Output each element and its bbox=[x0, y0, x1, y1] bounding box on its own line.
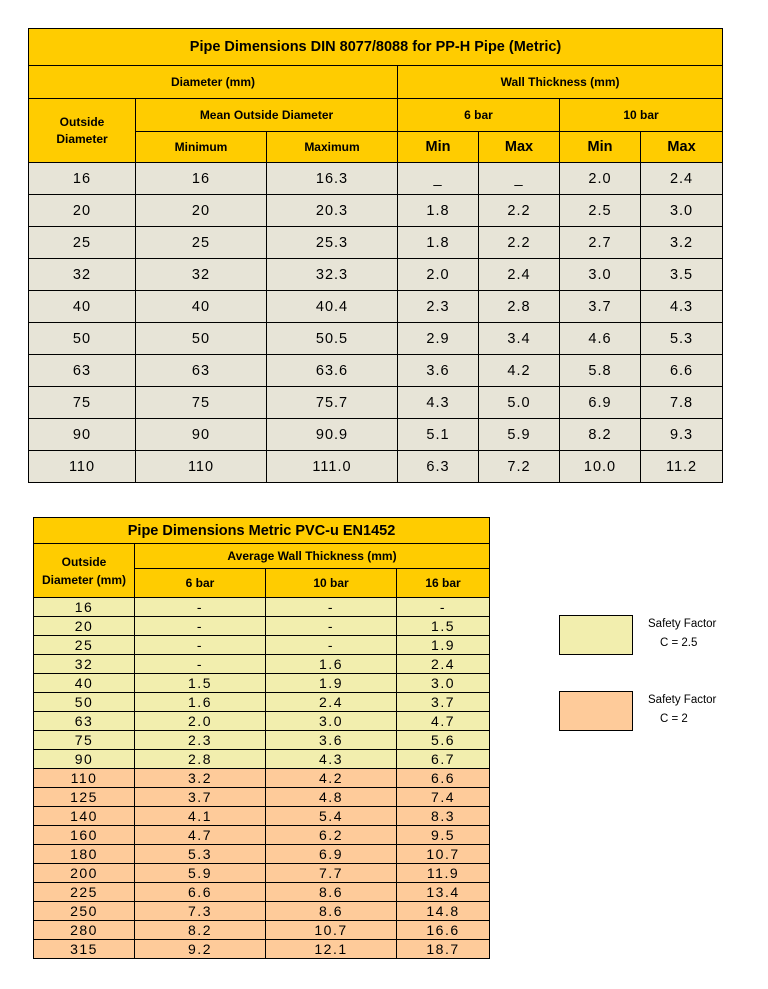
cell-outside-diameter: 20 bbox=[29, 195, 136, 227]
table-row bbox=[29, 163, 723, 195]
table1-10bar-min-header: Min bbox=[560, 132, 641, 163]
table-row bbox=[34, 598, 490, 617]
table1-10bar-header: 10 bar bbox=[560, 99, 723, 132]
cell-6bar-min: 2.0 bbox=[398, 259, 479, 291]
cell-10bar-max: 4.3 bbox=[641, 291, 723, 323]
table-row bbox=[34, 807, 490, 826]
table2-od-header-line1: Outside bbox=[61, 554, 107, 569]
table2-od-header-line2: Diameter (mm) bbox=[41, 572, 127, 587]
cell-6bar: 1.6 bbox=[135, 693, 266, 712]
cell-6bar: 9.2 bbox=[135, 940, 266, 959]
cell-16bar: 3.0 bbox=[397, 674, 490, 693]
cell-10bar-min: 10.0 bbox=[560, 451, 641, 483]
cell-16bar: 6.6 bbox=[397, 769, 490, 788]
cell-outside-diameter: 125 bbox=[34, 788, 135, 807]
cell-10bar: 2.4 bbox=[266, 693, 397, 712]
cell-6bar-min: 2.9 bbox=[398, 323, 479, 355]
table-row bbox=[34, 693, 490, 712]
cell-16bar: 1.5 bbox=[397, 617, 490, 636]
table-row bbox=[34, 883, 490, 902]
cell-6bar: 4.7 bbox=[135, 826, 266, 845]
cell-10bar: 3.6 bbox=[266, 731, 397, 750]
cell-outside-diameter: 40 bbox=[29, 291, 136, 323]
cell-mean-od-min: 40 bbox=[136, 291, 267, 323]
cell-10bar-min: 2.5 bbox=[560, 195, 641, 227]
table2-10bar-header: 10 bar bbox=[266, 569, 397, 598]
legend-swatch-safety-2-5 bbox=[559, 615, 633, 655]
cell-6bar: 5.9 bbox=[135, 864, 266, 883]
cell-mean-od-min: 50 bbox=[136, 323, 267, 355]
cell-10bar-max: 7.8 bbox=[641, 387, 723, 419]
legend-safety-2-5-line2: C = 2.5 bbox=[660, 637, 698, 649]
cell-mean-od-max: 63.6 bbox=[267, 355, 398, 387]
cell-16bar: 16.6 bbox=[397, 921, 490, 940]
cell-6bar: - bbox=[135, 617, 266, 636]
cell-10bar: 12.1 bbox=[266, 940, 397, 959]
table2-body bbox=[34, 598, 490, 959]
cell-6bar: 2.8 bbox=[135, 750, 266, 769]
cell-6bar-max: 2.8 bbox=[479, 291, 560, 323]
table1-6bar-min-header: Min bbox=[398, 132, 479, 163]
cell-6bar: 3.7 bbox=[135, 788, 266, 807]
cell-16bar: 14.8 bbox=[397, 902, 490, 921]
table1-title: Pipe Dimensions DIN 8077/8088 for PP-H Pipe (Metric) bbox=[29, 29, 723, 66]
cell-16bar: 9.5 bbox=[397, 826, 490, 845]
cell-outside-diameter: 20 bbox=[34, 617, 135, 636]
cell-6bar: 5.3 bbox=[135, 845, 266, 864]
table-row bbox=[34, 826, 490, 845]
cell-10bar: 7.7 bbox=[266, 864, 397, 883]
cell-16bar: 18.7 bbox=[397, 940, 490, 959]
cell-10bar: 8.6 bbox=[266, 883, 397, 902]
legend-swatch-safety-2 bbox=[559, 691, 633, 731]
table-row bbox=[29, 419, 723, 451]
cell-outside-diameter: 280 bbox=[34, 921, 135, 940]
table-row bbox=[29, 323, 723, 355]
cell-10bar-min: 6.9 bbox=[560, 387, 641, 419]
cell-mean-od-max: 32.3 bbox=[267, 259, 398, 291]
cell-10bar: 1.9 bbox=[266, 674, 397, 693]
cell-6bar: 1.5 bbox=[135, 674, 266, 693]
cell-outside-diameter: 50 bbox=[29, 323, 136, 355]
cell-10bar-max: 3.0 bbox=[641, 195, 723, 227]
cell-outside-diameter: 16 bbox=[29, 163, 136, 195]
cell-10bar-min: 3.7 bbox=[560, 291, 641, 323]
cell-6bar-max: 5.0 bbox=[479, 387, 560, 419]
cell-6bar-max: 3.4 bbox=[479, 323, 560, 355]
cell-6bar: - bbox=[135, 598, 266, 617]
cell-outside-diameter: 25 bbox=[29, 227, 136, 259]
cell-outside-diameter: 200 bbox=[34, 864, 135, 883]
cell-16bar: - bbox=[397, 598, 490, 617]
table2-6bar-header: 6 bar bbox=[135, 569, 266, 598]
table-row bbox=[29, 259, 723, 291]
cell-16bar: 7.4 bbox=[397, 788, 490, 807]
table-row bbox=[34, 864, 490, 883]
table-row bbox=[34, 845, 490, 864]
cell-10bar: - bbox=[266, 636, 397, 655]
cell-10bar: 3.0 bbox=[266, 712, 397, 731]
cell-outside-diameter: 315 bbox=[34, 940, 135, 959]
table1-diameter-group-header: Diameter (mm) bbox=[29, 66, 398, 99]
cell-16bar: 6.7 bbox=[397, 750, 490, 769]
cell-6bar-max: 7.2 bbox=[479, 451, 560, 483]
cell-6bar-min: _ bbox=[398, 163, 479, 195]
cell-16bar: 2.4 bbox=[397, 655, 490, 674]
cell-10bar: - bbox=[266, 598, 397, 617]
cell-mean-od-min: 110 bbox=[136, 451, 267, 483]
cell-6bar: - bbox=[135, 655, 266, 674]
cell-10bar-min: 2.0 bbox=[560, 163, 641, 195]
cell-mean-od-max: 90.9 bbox=[267, 419, 398, 451]
cell-outside-diameter: 16 bbox=[34, 598, 135, 617]
cell-10bar: 1.6 bbox=[266, 655, 397, 674]
cell-10bar-min: 8.2 bbox=[560, 419, 641, 451]
cell-10bar-max: 5.3 bbox=[641, 323, 723, 355]
cell-outside-diameter: 32 bbox=[34, 655, 135, 674]
cell-10bar-min: 3.0 bbox=[560, 259, 641, 291]
table-row bbox=[34, 921, 490, 940]
cell-6bar-max: 4.2 bbox=[479, 355, 560, 387]
cell-outside-diameter: 75 bbox=[29, 387, 136, 419]
cell-10bar: 4.2 bbox=[266, 769, 397, 788]
cell-mean-od-max: 111.0 bbox=[267, 451, 398, 483]
legend-safety-2-line2: C = 2 bbox=[660, 713, 688, 725]
table1-od-header-line1: Outside bbox=[59, 114, 105, 129]
cell-16bar: 3.7 bbox=[397, 693, 490, 712]
cell-mean-od-min: 63 bbox=[136, 355, 267, 387]
cell-outside-diameter: 180 bbox=[34, 845, 135, 864]
cell-6bar: 6.6 bbox=[135, 883, 266, 902]
cell-mean-od-max: 75.7 bbox=[267, 387, 398, 419]
table2-avg-wall-header: Average Wall Thickness (mm) bbox=[135, 544, 490, 569]
table-row bbox=[34, 750, 490, 769]
cell-10bar: 5.4 bbox=[266, 807, 397, 826]
cell-10bar-min: 4.6 bbox=[560, 323, 641, 355]
cell-16bar: 11.9 bbox=[397, 864, 490, 883]
cell-mean-od-min: 25 bbox=[136, 227, 267, 259]
cell-mean-od-min: 75 bbox=[136, 387, 267, 419]
cell-6bar-max: 5.9 bbox=[479, 419, 560, 451]
cell-outside-diameter: 225 bbox=[34, 883, 135, 902]
cell-6bar-max: _ bbox=[479, 163, 560, 195]
cell-outside-diameter: 40 bbox=[34, 674, 135, 693]
table1-6bar-header: 6 bar bbox=[398, 99, 560, 132]
cell-10bar: - bbox=[266, 617, 397, 636]
cell-10bar-max: 6.6 bbox=[641, 355, 723, 387]
cell-mean-od-max: 20.3 bbox=[267, 195, 398, 227]
table-row bbox=[34, 940, 490, 959]
cell-mean-od-max: 40.4 bbox=[267, 291, 398, 323]
cell-6bar: 2.0 bbox=[135, 712, 266, 731]
table1-minimum-header: Minimum bbox=[136, 132, 267, 163]
cell-6bar-max: 2.2 bbox=[479, 195, 560, 227]
cell-16bar: 13.4 bbox=[397, 883, 490, 902]
cell-mean-od-max: 50.5 bbox=[267, 323, 398, 355]
table-row bbox=[34, 655, 490, 674]
cell-outside-diameter: 160 bbox=[34, 826, 135, 845]
legend-label-safety-2-5 bbox=[648, 615, 738, 653]
cell-10bar-min: 2.7 bbox=[560, 227, 641, 259]
cell-16bar: 1.9 bbox=[397, 636, 490, 655]
cell-10bar: 6.9 bbox=[266, 845, 397, 864]
cell-mean-od-max: 16.3 bbox=[267, 163, 398, 195]
cell-6bar-min: 5.1 bbox=[398, 419, 479, 451]
cell-10bar-min: 5.8 bbox=[560, 355, 641, 387]
table1-10bar-max-header: Max bbox=[641, 132, 723, 163]
cell-6bar-max: 2.2 bbox=[479, 227, 560, 259]
cell-10bar: 6.2 bbox=[266, 826, 397, 845]
table1-od-header-line2: Diameter bbox=[56, 131, 108, 146]
cell-outside-diameter: 63 bbox=[29, 355, 136, 387]
table-row bbox=[34, 674, 490, 693]
cell-outside-diameter: 25 bbox=[34, 636, 135, 655]
cell-outside-diameter: 110 bbox=[29, 451, 136, 483]
cell-outside-diameter: 110 bbox=[34, 769, 135, 788]
table-row bbox=[34, 769, 490, 788]
cell-6bar-min: 1.8 bbox=[398, 227, 479, 259]
table-row bbox=[29, 291, 723, 323]
cell-10bar: 4.3 bbox=[266, 750, 397, 769]
cell-10bar: 10.7 bbox=[266, 921, 397, 940]
table1-6bar-max-header: Max bbox=[479, 132, 560, 163]
table2-16bar-header: 16 bar bbox=[397, 569, 490, 598]
cell-outside-diameter: 90 bbox=[34, 750, 135, 769]
table-row bbox=[34, 636, 490, 655]
cell-10bar-max: 11.2 bbox=[641, 451, 723, 483]
table-row bbox=[29, 387, 723, 419]
cell-6bar-min: 2.3 bbox=[398, 291, 479, 323]
legend-safety-2-5-line1: Safety Factor bbox=[648, 618, 717, 630]
cell-6bar-min: 4.3 bbox=[398, 387, 479, 419]
cell-outside-diameter: 63 bbox=[34, 712, 135, 731]
cell-10bar-max: 2.4 bbox=[641, 163, 723, 195]
cell-6bar-min: 1.8 bbox=[398, 195, 479, 227]
table2-outside-diameter-header bbox=[34, 544, 135, 598]
cell-outside-diameter: 75 bbox=[34, 731, 135, 750]
cell-16bar: 5.6 bbox=[397, 731, 490, 750]
cell-10bar: 8.6 bbox=[266, 902, 397, 921]
cell-outside-diameter: 50 bbox=[34, 693, 135, 712]
cell-6bar-min: 3.6 bbox=[398, 355, 479, 387]
table-row bbox=[29, 355, 723, 387]
cell-16bar: 4.7 bbox=[397, 712, 490, 731]
legend-safety-2-line1: Safety Factor bbox=[648, 694, 717, 706]
table1-maximum-header: Maximum bbox=[267, 132, 398, 163]
table-row bbox=[34, 617, 490, 636]
pp-h-pipe-dimensions-table bbox=[28, 28, 723, 483]
table2-title: Pipe Dimensions Metric PVC-u EN1452 bbox=[34, 518, 490, 544]
cell-mean-od-min: 32 bbox=[136, 259, 267, 291]
cell-16bar: 10.7 bbox=[397, 845, 490, 864]
cell-6bar: 7.3 bbox=[135, 902, 266, 921]
table1-body bbox=[29, 163, 723, 483]
cell-6bar-max: 2.4 bbox=[479, 259, 560, 291]
cell-6bar: 2.3 bbox=[135, 731, 266, 750]
table-row bbox=[29, 451, 723, 483]
table-row bbox=[34, 788, 490, 807]
legend-label-safety-2 bbox=[648, 691, 738, 729]
cell-10bar-max: 3.2 bbox=[641, 227, 723, 259]
table-row bbox=[29, 227, 723, 259]
cell-outside-diameter: 90 bbox=[29, 419, 136, 451]
cell-outside-diameter: 140 bbox=[34, 807, 135, 826]
table-row bbox=[34, 712, 490, 731]
pvc-u-pipe-dimensions-table bbox=[33, 517, 490, 959]
table-row bbox=[29, 195, 723, 227]
cell-mean-od-max: 25.3 bbox=[267, 227, 398, 259]
table-row bbox=[34, 902, 490, 921]
cell-10bar-max: 3.5 bbox=[641, 259, 723, 291]
cell-6bar: 4.1 bbox=[135, 807, 266, 826]
cell-10bar-max: 9.3 bbox=[641, 419, 723, 451]
table-row bbox=[34, 731, 490, 750]
table1-outside-diameter-header bbox=[29, 99, 136, 163]
cell-mean-od-min: 16 bbox=[136, 163, 267, 195]
cell-outside-diameter: 32 bbox=[29, 259, 136, 291]
cell-6bar-min: 6.3 bbox=[398, 451, 479, 483]
cell-16bar: 8.3 bbox=[397, 807, 490, 826]
table1-mean-od-header: Mean Outside Diameter bbox=[136, 99, 398, 132]
cell-6bar: - bbox=[135, 636, 266, 655]
cell-mean-od-min: 20 bbox=[136, 195, 267, 227]
cell-outside-diameter: 250 bbox=[34, 902, 135, 921]
table1-wall-thickness-group-header: Wall Thickness (mm) bbox=[398, 66, 723, 99]
cell-6bar: 3.2 bbox=[135, 769, 266, 788]
cell-6bar: 8.2 bbox=[135, 921, 266, 940]
cell-mean-od-min: 90 bbox=[136, 419, 267, 451]
cell-10bar: 4.8 bbox=[266, 788, 397, 807]
